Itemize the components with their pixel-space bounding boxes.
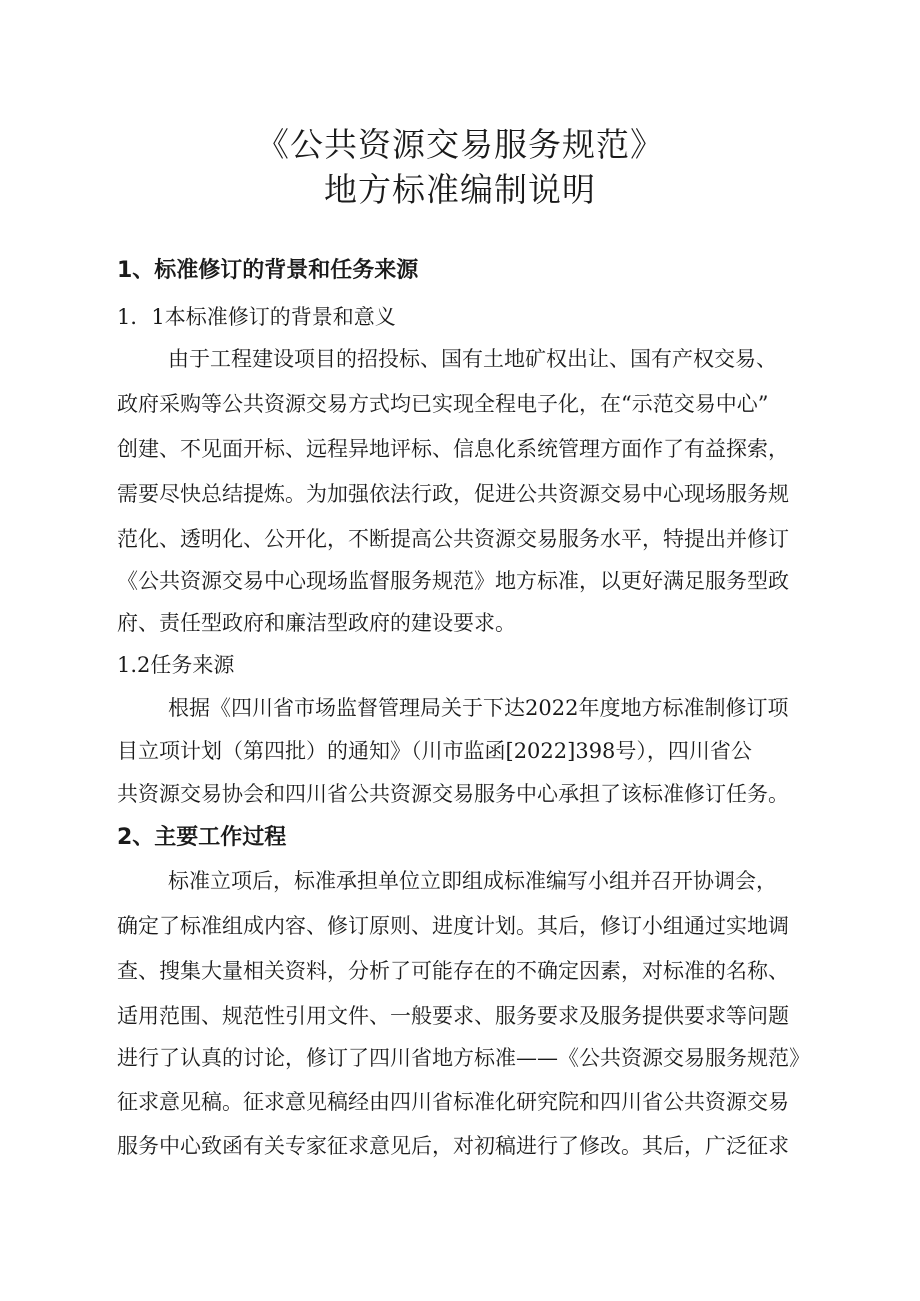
paragraph-line: 府、责任型政府和廉洁型政府的建设要求。 [117, 611, 516, 635]
paragraph-line: 范化、透明化、公开化，不断提高公共资源交易服务水平，特提出并修订 [117, 527, 789, 551]
paragraph-line: 《公共资源交易中心现场监督服务规范》地方标准，以更好满足服务型政 [117, 569, 789, 593]
paragraph-line: 政府采购等公共资源交易方式均已实现全程电子化，在“示范交易中心” [117, 392, 769, 416]
section-1-heading: 1、标准修订的背景和任务来源 [117, 258, 419, 283]
paragraph-line: 创建、不见面开标、远程异地评标、信息化系统管理方面作了有益探索， [117, 437, 789, 461]
paragraph-line: 共资源交易协会和四川省公共资源交易服务中心承担了该标准修订任务。 [117, 782, 789, 806]
paragraph-line: 需要尽快总结提炼。为加强依法行政，促进公共资源交易中心现场服务规 [117, 482, 789, 506]
paragraph-line: 确定了标准组成内容、修订原则、进度计划。其后，修订小组通过实地调 [117, 914, 789, 938]
paragraph-line: 标准立项后，标准承担单位立即组成标准编写小组并召开协调会， [168, 869, 777, 893]
paragraph-line: 服务中心致函有关专家征求意见后，对初稿进行了修改。其后，广泛征求 [117, 1134, 789, 1158]
document-subtitle: 地方标准编制说明 [324, 170, 596, 209]
section-1-2-heading: 1.2任务来源 [117, 653, 235, 677]
paragraph-line: 进行了认真的讨论，修订了四川省地方标准——《公共资源交易服务规范》 [117, 1046, 810, 1070]
paragraph-line: 征求意见稿。征求意见稿经由四川省标准化研究院和四川省公共资源交易 [117, 1090, 789, 1114]
paragraph-line: 根据《四川省市场监督管理局关于下达2022年度地方标准制修订项 [168, 696, 789, 720]
section-1-1-heading: 1．1本标准修订的背景和意义 [117, 305, 396, 329]
paragraph-line: 适用范围、规范性引用文件、一般要求、服务要求及服务提供要求等问题 [117, 1004, 789, 1028]
document-title: 《公共资源交易服务规范》 [256, 125, 664, 164]
paragraph-line: 由于工程建设项目的招投标、国有土地矿权出让、国有产权交易、 [168, 347, 777, 371]
paragraph-line: 查、搜集大量相关资料，分析了可能存在的不确定因素，对标准的名称、 [117, 959, 789, 983]
paragraph-line: 目立项计划（第四批）的通知》（川市监函[2022]398号），四川省公 [117, 739, 752, 763]
section-2-heading: 2、主要工作过程 [117, 825, 287, 850]
